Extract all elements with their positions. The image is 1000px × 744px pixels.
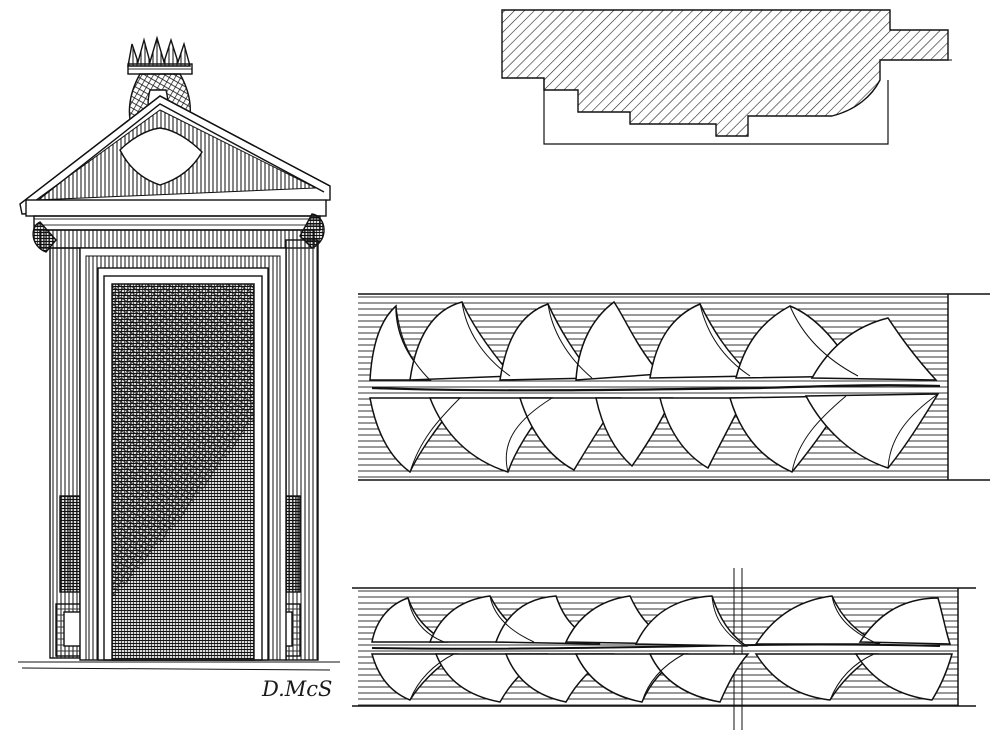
cornice-profile-section bbox=[502, 10, 952, 144]
upper-leaf-frieze bbox=[358, 294, 990, 480]
doorway-elevation bbox=[18, 38, 340, 670]
pediment bbox=[20, 96, 330, 214]
lower-leaf-frieze bbox=[352, 568, 976, 730]
entablature bbox=[26, 200, 326, 252]
artist-signature: D.McS bbox=[262, 677, 333, 701]
door-opening bbox=[112, 284, 254, 660]
ground-line bbox=[18, 662, 340, 670]
